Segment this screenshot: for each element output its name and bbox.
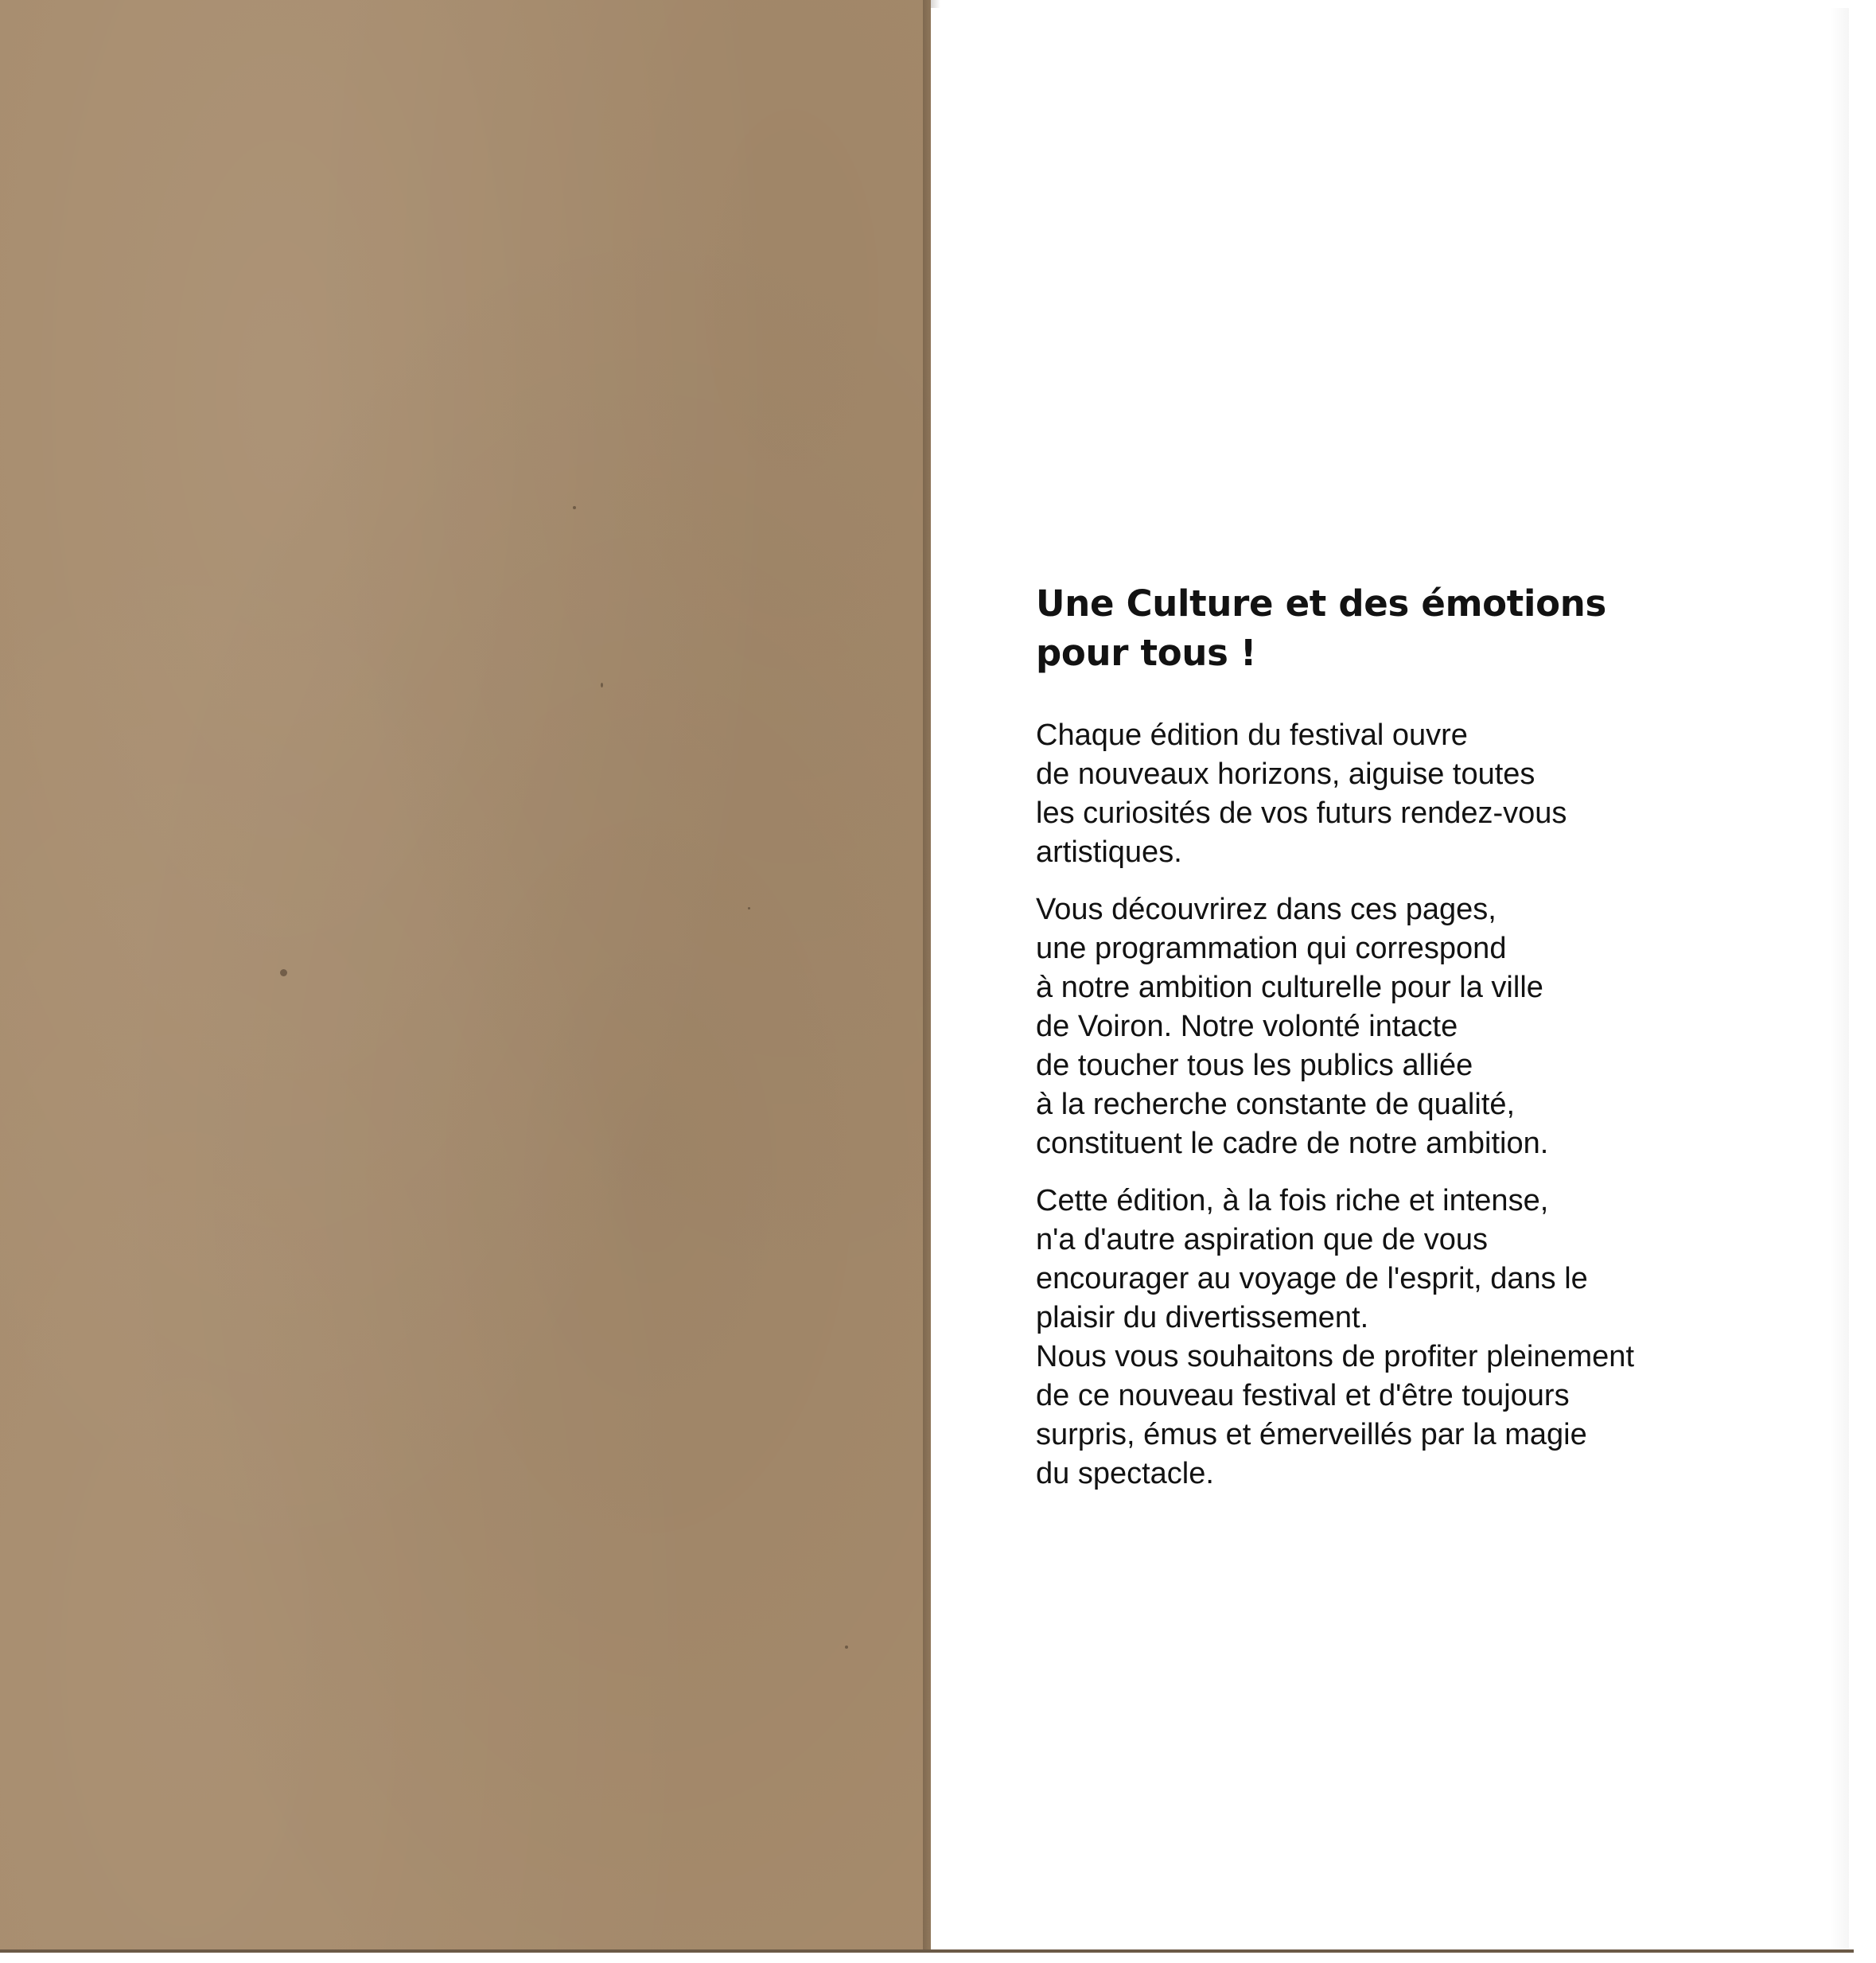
paragraph-line: à notre ambition culturelle pour la ville [1036,971,1543,1004]
bottom-edge-line [0,1949,1854,1953]
paragraph-line: Vous découvrirez dans ces pages, [1036,893,1497,926]
paragraph-programmation [1036,890,1752,1163]
paper-speck [601,683,603,687]
paragraph-edition [1036,1182,1752,1338]
paragraph-line: n'a d'autre aspiration que de vous [1036,1223,1489,1256]
paper-speck [748,907,750,909]
paragraph-line: surpris, émus et émerveillés par la magie [1036,1418,1587,1451]
paper-speck [845,1646,848,1649]
paragraph-line: du spectacle. [1036,1457,1214,1490]
page-edge-shade [1830,8,1849,1951]
paragraph-line: une programmation qui correspond [1036,932,1507,965]
heading-line: pour tous ! [1036,632,1257,674]
paragraph-line: de toucher tous les publics alliée [1036,1049,1473,1082]
paper-speck [573,506,576,509]
heading-line: Une Culture et des émotions [1036,582,1606,625]
paragraph-line: les curiosités de vos futurs rendez-vous [1036,796,1567,830]
paragraph-line: plaisir du divertissement. [1036,1301,1369,1334]
editorial-heading [1036,579,1752,678]
paragraph-line: constituent le cadre de notre ambition. [1036,1127,1549,1160]
paragraph-line: à la recherche constante de qualité, [1036,1088,1516,1121]
paper-speck [280,969,287,976]
paragraph-wishes [1036,1338,1752,1494]
paragraph-line: Chaque édition du festival ouvre [1036,719,1468,752]
paragraph-intro [1036,716,1752,872]
paragraph-line: de Voiron. Notre volonté intacte [1036,1010,1458,1043]
paragraph-line: de nouveaux horizons, aiguise toutes [1036,758,1535,791]
kraft-paper-page [0,0,931,1951]
paragraph-line: artistiques. [1036,835,1182,869]
paragraph-line: Nous vous souhaitons de profiter pleinement [1036,1340,1635,1373]
paragraph-line: Cette édition, à la fois riche et intense, [1036,1184,1549,1217]
paragraph-line: de ce nouveau festival et d'être toujours [1036,1379,1570,1412]
editorial-text [1036,579,1752,1494]
paragraph-line: encourager au voyage de l'esprit, dans le [1036,1262,1588,1295]
